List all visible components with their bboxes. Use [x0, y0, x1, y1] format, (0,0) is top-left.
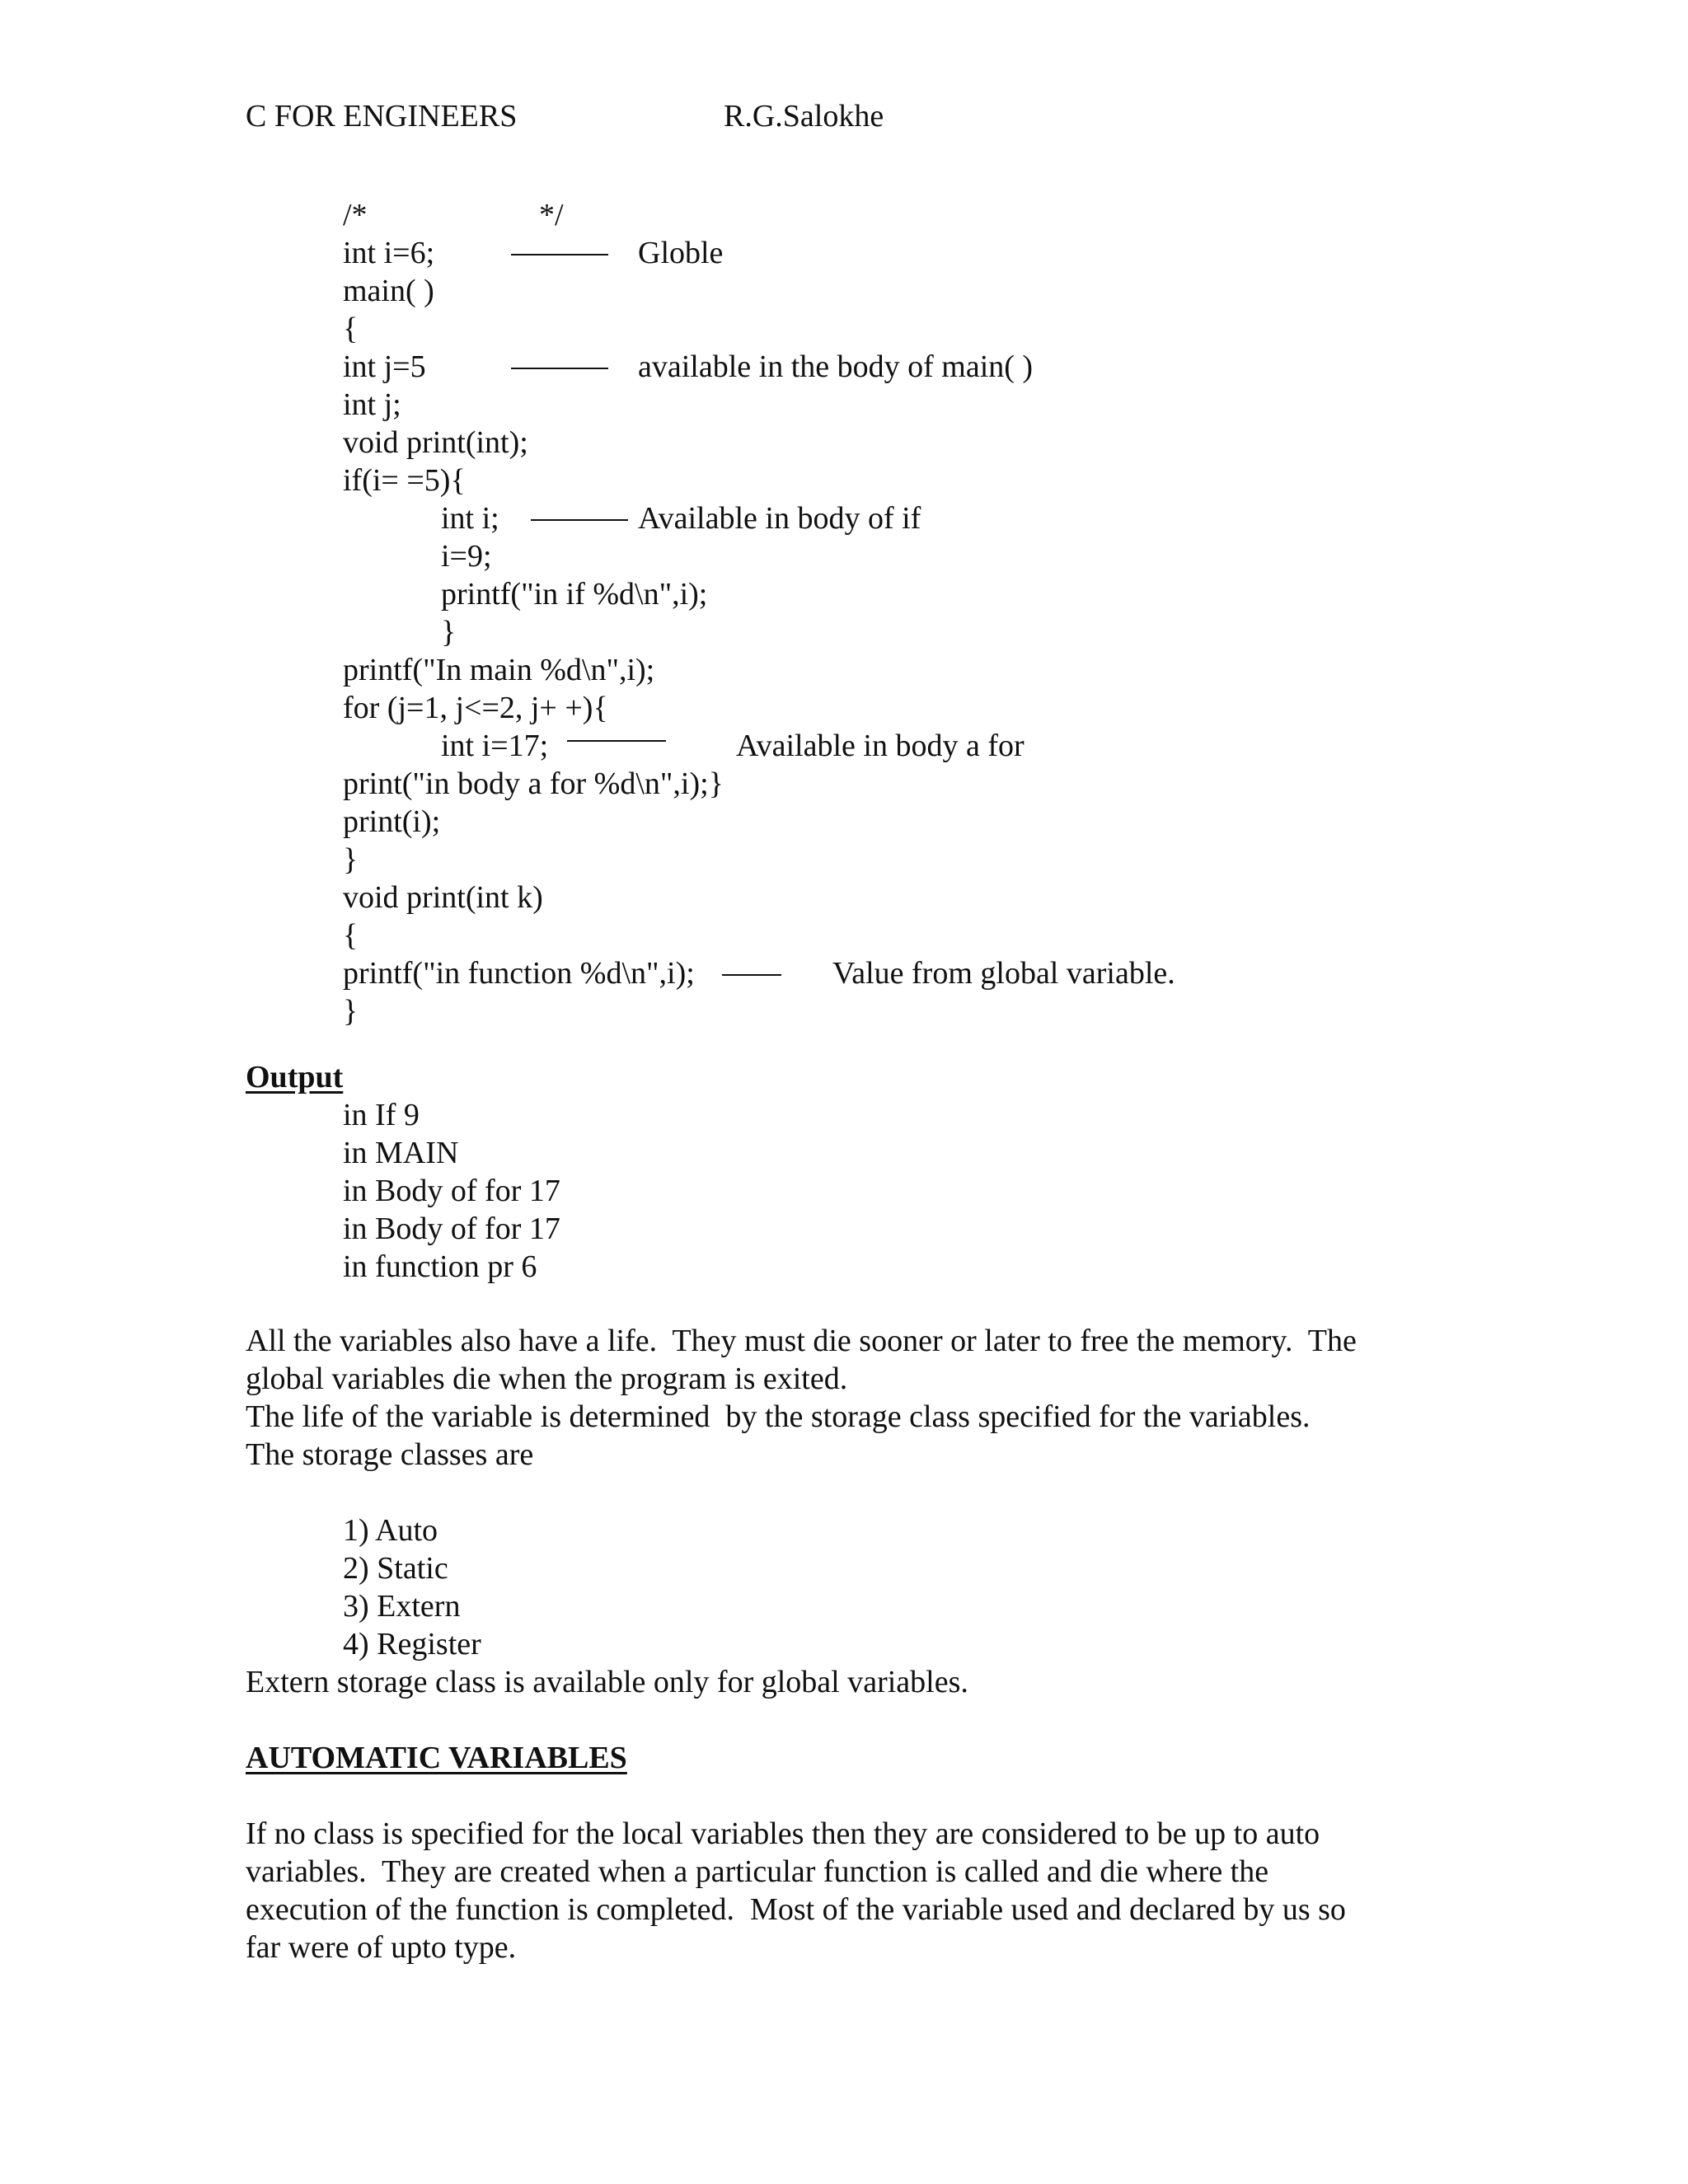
output-line: in function pr 6 [343, 1249, 537, 1284]
annotation-connector [722, 974, 781, 976]
list-item: 4) Register [343, 1627, 481, 1661]
annotation-main-body: available in the body of main( ) [638, 349, 1034, 384]
list-item: 2) Static [343, 1551, 448, 1586]
annotation-if-body: Available in body of if [638, 501, 921, 536]
paragraph-line: variables. They are created when a particular function is called and die where the [246, 1854, 1269, 1889]
section-heading: AUTOMATIC VARIABLES [246, 1741, 627, 1775]
paragraph-line: All the variables also have a life. They must die sooner or later to free the memory. The [246, 1324, 1357, 1358]
annotation-connector [511, 254, 608, 255]
code-line: for (j=1, j<=2, j+ +){ [343, 691, 608, 725]
code-line: } [441, 615, 457, 649]
output-line: in If 9 [343, 1098, 420, 1132]
code-line: void print(int k) [343, 880, 543, 915]
code-line: printf("In main %d\n",i); [343, 653, 655, 687]
code-line: { [343, 918, 359, 953]
code-line: { [343, 312, 359, 346]
list-item: 1) Auto [343, 1513, 438, 1548]
code-comment-open: /* [343, 198, 368, 232]
code-line: print(i); [343, 804, 441, 839]
paragraph-line: execution of the function is completed. Most of the variable used and declared by us so [246, 1892, 1346, 1927]
code-line: main( ) [343, 274, 434, 308]
annotation-connector [567, 740, 666, 742]
code-line: int j; [343, 387, 401, 422]
running-header-author: R.G.Salokhe [724, 99, 884, 134]
annotation-for-body: Available in body a for [736, 729, 1025, 763]
paragraph-line: The storage classes are [246, 1437, 534, 1472]
code-line: int i=17; [441, 729, 549, 763]
output-line: in MAIN [343, 1136, 459, 1170]
annotation-global: Globle [638, 236, 724, 270]
code-line: print("in body a for %d\n",i);} [343, 766, 724, 801]
code-line: void print(int); [343, 425, 528, 460]
output-heading: Output [246, 1060, 344, 1094]
code-line: int i=6; [343, 236, 435, 270]
paragraph-line: Extern storage class is available only for global variables. [246, 1665, 968, 1699]
paragraph-line: The life of the variable is determined by the storage class specified for the variables. [246, 1399, 1311, 1434]
annotation-connector [511, 368, 608, 369]
output-line: in Body of for 17 [343, 1174, 560, 1208]
annotation-function: Value from global variable. [832, 956, 1175, 991]
list-item: 3) Extern [343, 1589, 461, 1624]
running-header-title: C FOR ENGINEERS [246, 99, 518, 134]
code-line: int j=5 [343, 349, 426, 384]
code-comment-close: */ [539, 198, 564, 232]
code-line: i=9; [441, 539, 492, 574]
code-line: printf("in function %d\n",i); [343, 956, 695, 991]
code-line: } [343, 994, 359, 1029]
paragraph-line: global variables die when the program is exited. [246, 1361, 848, 1396]
paragraph-line: far were of upto type. [246, 1930, 517, 1965]
code-line: } [343, 842, 359, 877]
paragraph-line: If no class is specified for the local variables then they are considered to be up to auto [246, 1816, 1320, 1851]
code-line: printf("in if %d\n",i); [441, 577, 708, 612]
output-line: in Body of for 17 [343, 1212, 560, 1246]
annotation-connector [531, 519, 628, 521]
code-line: if(i= =5){ [343, 463, 466, 498]
code-line: int i; [441, 501, 499, 536]
